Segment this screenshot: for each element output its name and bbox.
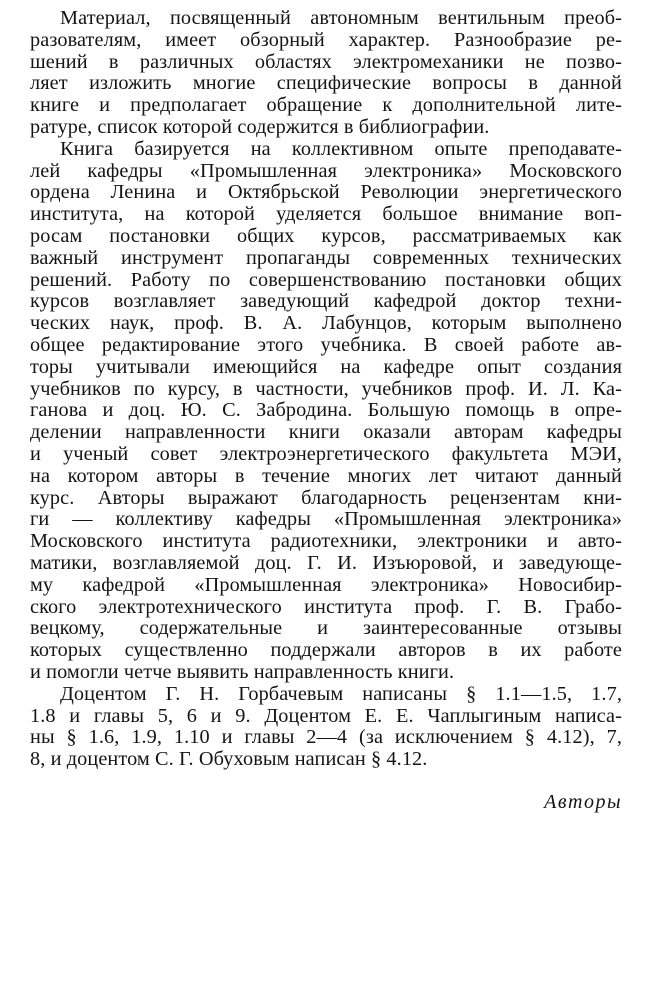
text-line: 8, и доцентом С. Г. Обуховым написан § 4.12. bbox=[30, 748, 428, 771]
text-line: важный инструмент пропаганды современных технических bbox=[30, 246, 622, 269]
text-line: шений в различных областях электромеханики не позво- bbox=[30, 50, 622, 73]
text-line: Книга базируется на коллективном опыте преподавате- bbox=[60, 137, 622, 160]
text-line: матики, возглавляемой доц. Г. И. Изъюровой, и заведующе- bbox=[30, 551, 622, 574]
text-line: ны § 1.6, 1.9, 1.10 и главы 2—4 (за исключением § 4.12), 7, bbox=[30, 726, 622, 749]
paragraph-scope bbox=[30, 8, 622, 139]
text-line: му кафедрой «Промышленная электроника» Новосибир- bbox=[30, 573, 622, 596]
text-line: разователям, имеет обзорный характер. Разнообразие ре- bbox=[30, 28, 622, 51]
text-line: и ученый совет электроэнергетического факультета МЭИ, bbox=[30, 442, 622, 465]
text-line: лей кафедры «Промышленная электроника» Московского bbox=[30, 159, 622, 182]
text-line: ляет изложить многие специфические вопросы в данной bbox=[30, 72, 622, 95]
text-line: ческих наук, проф. В. А. Лабунцов, которым выполнено bbox=[30, 312, 622, 335]
text-line: ратуре, список которой содержится в библиографии. bbox=[30, 115, 490, 138]
signature: Авторы bbox=[544, 790, 622, 813]
text-line: делении направленности книги оказали авторам кафедры bbox=[30, 421, 622, 444]
text-line: Московского института радиотехники, электроники и авто- bbox=[30, 530, 622, 553]
text-line: ганова и доц. Ю. С. Забродина. Большую помощь в опре- bbox=[30, 399, 622, 422]
text-line: курсов возглавляет заведующий кафедрой доктор техни- bbox=[30, 290, 622, 313]
text-line: вецкому, содержательные и заинтересованные отзывы bbox=[30, 617, 622, 640]
text-line: института, на которой уделяется большое внимание воп- bbox=[30, 203, 622, 226]
text-line: ги — коллективу кафедры «Промышленная электроника» bbox=[30, 508, 622, 531]
paragraph-authorship bbox=[30, 684, 622, 771]
text-line: Доцентом Г. Н. Горбачевым написаны § 1.1—1.5, 1.7, bbox=[60, 682, 622, 705]
text-line: которых существленно поддержали авторов в их работе bbox=[30, 639, 622, 662]
text-line: курс. Авторы выражают благодарность рецензентам кни- bbox=[30, 486, 622, 509]
text-line: решений. Работу по совершенствованию постановки общих bbox=[30, 268, 622, 291]
text-line: на котором авторы в течение многих лет читают данный bbox=[30, 464, 622, 487]
text-line: ордена Ленина и Октябрьской Революции энергетического bbox=[30, 181, 622, 204]
paragraph-acknowledgements bbox=[30, 139, 622, 684]
text-line: и помогли четче выявить направленность книги. bbox=[30, 660, 455, 683]
text-line: ского электротехнического института проф. Г. В. Грабо- bbox=[30, 595, 622, 618]
text-line: Материал, посвященный автономным вентильным преоб- bbox=[60, 7, 622, 29]
text-line: книге и предполагает обращение к дополнительной лите- bbox=[30, 94, 622, 117]
text-line: торы учитывали имеющийся на кафедре опыт создания bbox=[30, 355, 622, 378]
text-line: 1.8 и главы 5, 6 и 9. Доцентом Е. Е. Чаплыгиным написа- bbox=[30, 704, 622, 727]
text-line: учебников по курсу, в частности, учебников проф. И. Л. Ка- bbox=[30, 377, 622, 400]
text-line: росам постановки общих курсов, рассматриваемых как bbox=[30, 224, 622, 247]
preface-body bbox=[30, 8, 622, 771]
text-line: общее редактирование этого учебника. В своей работе ав- bbox=[30, 333, 622, 356]
